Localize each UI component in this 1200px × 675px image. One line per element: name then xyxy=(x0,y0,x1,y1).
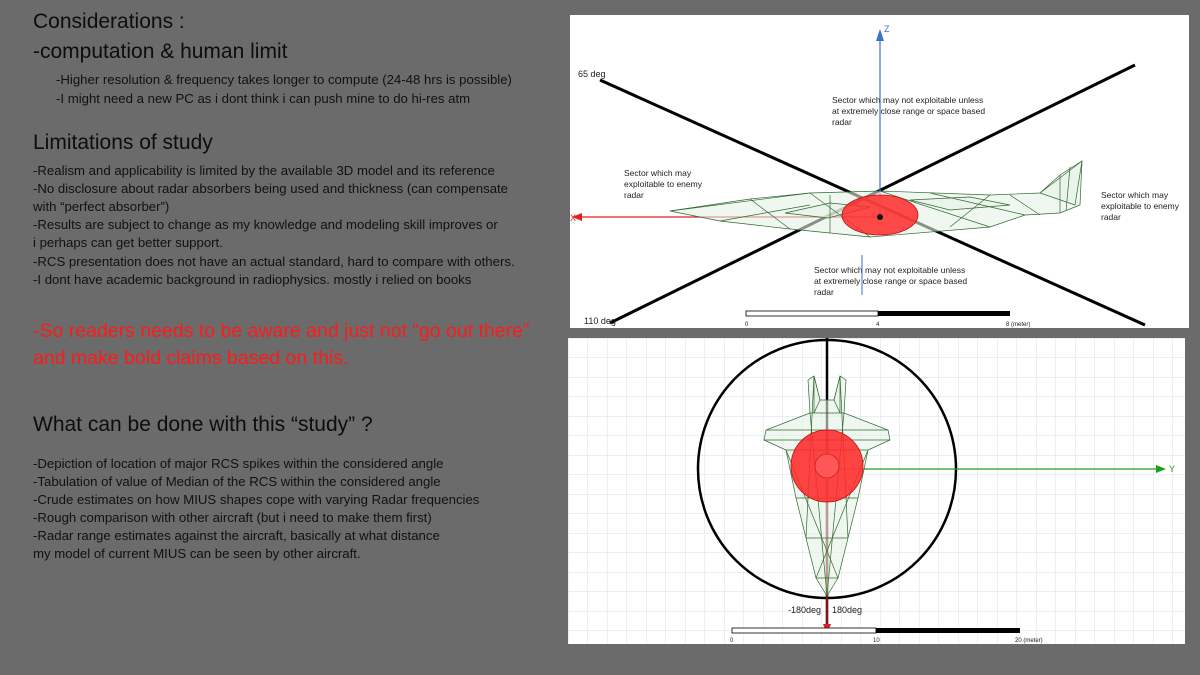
grid-background xyxy=(568,338,1185,644)
side-view-diagram xyxy=(570,15,1189,328)
sector-left-text: Sector which may xyxy=(624,168,692,178)
sector-top-text: radar xyxy=(832,117,852,127)
rcs-lobe-core xyxy=(815,454,839,478)
limitations-line: with “perfect absorber”) xyxy=(33,199,170,214)
limitations-line: -RCS presentation does not have an actual standard, hard to compare with others. xyxy=(33,254,515,269)
sector-left-text: radar xyxy=(624,190,644,200)
limitations-line: -No disclosure about radar absorbers being used and thickness (can compensate xyxy=(33,181,509,196)
limitations-line: i perhaps can get better support. xyxy=(33,235,223,250)
considerations-heading: Considerations : xyxy=(33,10,185,33)
z-axis-arrow-icon xyxy=(876,29,884,41)
study-heading: What can be done with this “study” ? xyxy=(33,413,373,436)
considerations-item: -I might need a new PC as i dont think i can push mine to do hi-res atm xyxy=(56,91,471,106)
angle-right-label: 180deg xyxy=(832,605,863,615)
sector-bottom-text: radar xyxy=(814,287,834,297)
considerations-subheading: -computation & human limit xyxy=(33,40,288,63)
sector-bottom-text: at extremely close range or space based xyxy=(814,276,968,286)
x-axis-label: X xyxy=(570,213,577,223)
top-view-diagram xyxy=(568,338,1185,644)
study-line: -Crude estimates on how MIUS shapes cope with varying Radar frequencies xyxy=(33,492,480,507)
sector-right-text: radar xyxy=(1101,212,1121,222)
sector-right-text: Sector which may xyxy=(1101,190,1169,200)
study-line: my model of current MIUS can be seen by other aircraft. xyxy=(33,546,361,561)
limitations-line: -Realism and applicability is limited by the available 3D model and its reference xyxy=(33,163,495,178)
warning-line: and make bold claims based on this. xyxy=(33,347,349,369)
sector-left-text: exploitable to enemy xyxy=(624,179,702,189)
warning-line: -So readers needs to be aware and just not “go out there” xyxy=(33,320,530,342)
scale-tick-0: 0 xyxy=(745,322,749,328)
angle-bottom-label: 110 deg xyxy=(584,316,616,326)
side-view-panel xyxy=(570,15,1189,328)
top-view-panel xyxy=(568,338,1185,644)
origin-marker xyxy=(877,214,883,220)
limitations-heading: Limitations of study xyxy=(33,131,213,154)
scale-tick-0: 0 xyxy=(730,638,734,644)
scale-tick-1: 10 xyxy=(873,638,880,644)
angle-top-label: 65 deg xyxy=(578,69,606,79)
considerations-item: -Higher resolution & frequency takes longer to compute (24-48 hrs is possible) xyxy=(56,72,512,87)
sector-top-text: at extremely close range or space based xyxy=(832,106,986,116)
scale-tick-2: 8 (meter) xyxy=(1006,322,1031,328)
limitations-line: -Results are subject to change as my knowledge and modeling skill improves or xyxy=(33,217,498,232)
study-line: -Rough comparison with other aircraft (but i need to make them first) xyxy=(33,510,432,525)
limitations-line: -I dont have academic background in radiophysics. mostly i relied on books xyxy=(33,272,472,287)
sector-right-text: exploitable to enemy xyxy=(1101,201,1179,211)
scale-tick-2: 20 (meter) xyxy=(1015,638,1043,644)
angle-left-label: -180deg xyxy=(788,605,822,615)
scale-tick-1: 4 xyxy=(876,322,880,328)
study-line: -Depiction of location of major RCS spikes within the considered angle xyxy=(33,456,444,471)
y-axis-label: Y xyxy=(1169,464,1176,474)
study-line: -Tabulation of value of Median of the RCS within the considered angle xyxy=(33,474,441,489)
z-axis-label: Z xyxy=(884,24,890,34)
side-scale-bar xyxy=(745,311,1030,328)
sector-top-text: Sector which may not exploitable unless xyxy=(832,95,984,105)
study-line: -Radar range estimates against the aircraft, basically at what distance xyxy=(33,528,440,543)
sector-bottom-text: Sector which may not exploitable unless xyxy=(814,265,966,275)
